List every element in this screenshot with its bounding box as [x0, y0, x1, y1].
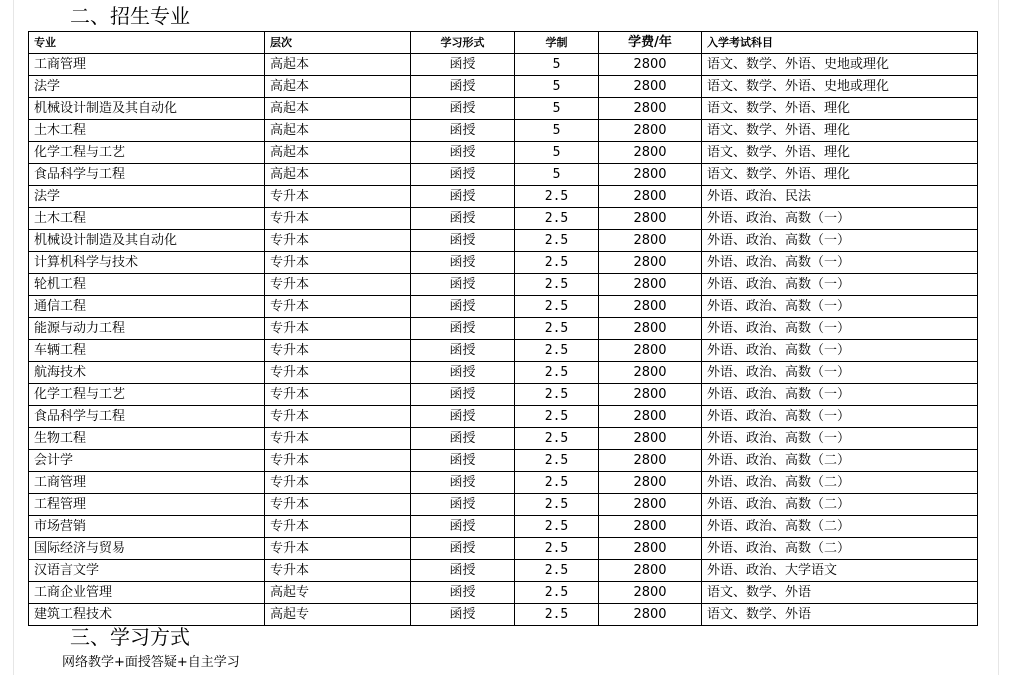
cell-level: 专升本 [265, 406, 411, 428]
cell-years: 2.5 [515, 384, 599, 406]
cell-fee: 2800 [599, 274, 702, 296]
cell-level: 专升本 [265, 274, 411, 296]
cell-form: 函授 [411, 516, 515, 538]
cell-level: 专升本 [265, 560, 411, 582]
cell-years: 2.5 [515, 582, 599, 604]
cell-fee: 2800 [599, 230, 702, 252]
cell-level: 专升本 [265, 538, 411, 560]
cell-major: 食品科学与工程 [29, 164, 265, 186]
header-fee: 学费/年 [599, 32, 702, 54]
cell-major: 工程管理 [29, 494, 265, 516]
cell-major: 化学工程与工艺 [29, 384, 265, 406]
cell-exam: 语文、数学、外语 [702, 582, 978, 604]
cell-exam: 语文、数学、外语、理化 [702, 98, 978, 120]
cell-major: 计算机科学与技术 [29, 252, 265, 274]
cell-exam: 外语、政治、高数（一） [702, 208, 978, 230]
cell-fee: 2800 [599, 384, 702, 406]
cell-exam: 外语、政治、高数（一） [702, 362, 978, 384]
cell-level: 专升本 [265, 384, 411, 406]
table-row [29, 406, 978, 428]
cell-form: 函授 [411, 560, 515, 582]
cell-major: 法学 [29, 76, 265, 98]
cell-major: 土木工程 [29, 208, 265, 230]
cell-fee: 2800 [599, 142, 702, 164]
cell-fee: 2800 [599, 472, 702, 494]
header-major: 专业 [29, 32, 265, 54]
table-row [29, 208, 978, 230]
cell-form: 函授 [411, 120, 515, 142]
cell-years: 2.5 [515, 516, 599, 538]
cell-years: 2.5 [515, 362, 599, 384]
cell-major: 化学工程与工艺 [29, 142, 265, 164]
cell-years: 2.5 [515, 494, 599, 516]
cell-years: 2.5 [515, 428, 599, 450]
cell-form: 函授 [411, 428, 515, 450]
table-row [29, 186, 978, 208]
cell-level: 专升本 [265, 318, 411, 340]
cell-major: 机械设计制造及其自动化 [29, 230, 265, 252]
cell-years: 2.5 [515, 406, 599, 428]
cell-major: 车辆工程 [29, 340, 265, 362]
cell-form: 函授 [411, 296, 515, 318]
cell-exam: 语文、数学、外语、理化 [702, 164, 978, 186]
cell-years: 5 [515, 164, 599, 186]
cell-fee: 2800 [599, 252, 702, 274]
cell-level: 高起专 [265, 582, 411, 604]
cell-level: 专升本 [265, 230, 411, 252]
table-header-row [29, 32, 978, 54]
cell-major: 工商企业管理 [29, 582, 265, 604]
cell-major: 土木工程 [29, 120, 265, 142]
cell-form: 函授 [411, 494, 515, 516]
majors-table [28, 31, 978, 626]
table-row [29, 98, 978, 120]
cell-exam: 语文、数学、外语 [702, 604, 978, 626]
cell-level: 专升本 [265, 472, 411, 494]
cell-exam: 语文、数学、外语、史地或理化 [702, 76, 978, 98]
cell-years: 2.5 [515, 318, 599, 340]
cell-exam: 外语、政治、高数（一） [702, 252, 978, 274]
header-form: 学习形式 [411, 32, 515, 54]
cell-level: 专升本 [265, 494, 411, 516]
cell-exam: 外语、政治、高数（二） [702, 538, 978, 560]
table-row [29, 494, 978, 516]
cell-form: 函授 [411, 98, 515, 120]
cell-form: 函授 [411, 538, 515, 560]
cell-form: 函授 [411, 76, 515, 98]
cell-fee: 2800 [599, 318, 702, 340]
cell-level: 专升本 [265, 428, 411, 450]
cell-fee: 2800 [599, 54, 702, 76]
cell-major: 国际经济与贸易 [29, 538, 265, 560]
cell-major: 建筑工程技术 [29, 604, 265, 626]
cell-fee: 2800 [599, 560, 702, 582]
table-row [29, 274, 978, 296]
cell-form: 函授 [411, 230, 515, 252]
cell-exam: 外语、政治、高数（二） [702, 472, 978, 494]
cell-exam: 语文、数学、外语、理化 [702, 120, 978, 142]
cell-years: 5 [515, 142, 599, 164]
cell-exam: 外语、政治、高数（一） [702, 274, 978, 296]
cell-years: 5 [515, 54, 599, 76]
table-row [29, 340, 978, 362]
table-row [29, 318, 978, 340]
cell-exam: 外语、政治、高数（二） [702, 494, 978, 516]
cell-fee: 2800 [599, 208, 702, 230]
cell-major: 食品科学与工程 [29, 406, 265, 428]
header-exam: 入学考试科目 [702, 32, 978, 54]
cell-years: 2.5 [515, 560, 599, 582]
cell-level: 高起本 [265, 142, 411, 164]
cell-exam: 外语、政治、高数（一） [702, 296, 978, 318]
cell-fee: 2800 [599, 340, 702, 362]
cell-fee: 2800 [599, 362, 702, 384]
cell-fee: 2800 [599, 494, 702, 516]
cell-level: 高起本 [265, 164, 411, 186]
cell-years: 2.5 [515, 230, 599, 252]
cell-fee: 2800 [599, 538, 702, 560]
cell-form: 函授 [411, 406, 515, 428]
cell-level: 高起本 [265, 120, 411, 142]
cell-fee: 2800 [599, 186, 702, 208]
cell-fee: 2800 [599, 76, 702, 98]
cell-form: 函授 [411, 582, 515, 604]
cell-level: 高起本 [265, 54, 411, 76]
cell-form: 函授 [411, 186, 515, 208]
table-body [29, 54, 978, 626]
cell-major: 会计学 [29, 450, 265, 472]
cell-years: 2.5 [515, 252, 599, 274]
table-row [29, 604, 978, 626]
cell-fee: 2800 [599, 604, 702, 626]
cell-exam: 外语、政治、高数（一） [702, 406, 978, 428]
table-row [29, 538, 978, 560]
cell-exam: 外语、政治、高数（一） [702, 340, 978, 362]
cell-major: 工商管理 [29, 54, 265, 76]
table-row [29, 120, 978, 142]
method-text: 网络教学+面授答疑+自主学习 [62, 655, 240, 670]
table-row [29, 76, 978, 98]
cell-exam: 语文、数学、外语、史地或理化 [702, 54, 978, 76]
cell-years: 2.5 [515, 472, 599, 494]
majors-section-heading: 二、招生专业 [70, 4, 190, 28]
table-row [29, 560, 978, 582]
cell-years: 2.5 [515, 296, 599, 318]
cell-level: 专升本 [265, 516, 411, 538]
cell-major: 法学 [29, 186, 265, 208]
table-row [29, 252, 978, 274]
table-row [29, 428, 978, 450]
cell-major: 机械设计制造及其自动化 [29, 98, 265, 120]
table-row [29, 362, 978, 384]
cell-fee: 2800 [599, 406, 702, 428]
cell-exam: 语文、数学、外语、理化 [702, 142, 978, 164]
cell-exam: 外语、政治、民法 [702, 186, 978, 208]
cell-years: 5 [515, 98, 599, 120]
cell-years: 5 [515, 76, 599, 98]
table-row [29, 582, 978, 604]
cell-form: 函授 [411, 54, 515, 76]
cell-form: 函授 [411, 340, 515, 362]
cell-form: 函授 [411, 450, 515, 472]
cell-years: 2.5 [515, 274, 599, 296]
table-row [29, 296, 978, 318]
cell-fee: 2800 [599, 450, 702, 472]
cell-years: 2.5 [515, 604, 599, 626]
cell-form: 函授 [411, 164, 515, 186]
cell-exam: 外语、政治、高数（二） [702, 450, 978, 472]
table-row [29, 142, 978, 164]
cell-years: 2.5 [515, 208, 599, 230]
cell-exam: 外语、政治、高数（一） [702, 318, 978, 340]
cell-level: 专升本 [265, 186, 411, 208]
cell-exam: 外语、政治、高数（一） [702, 428, 978, 450]
cell-level: 专升本 [265, 208, 411, 230]
cell-years: 2.5 [515, 450, 599, 472]
cell-years: 2.5 [515, 538, 599, 560]
cell-level: 专升本 [265, 450, 411, 472]
cell-major: 市场营销 [29, 516, 265, 538]
cell-exam: 外语、政治、高数（一） [702, 230, 978, 252]
cell-level: 高起专 [265, 604, 411, 626]
table-row [29, 164, 978, 186]
cell-major: 生物工程 [29, 428, 265, 450]
header-years: 学制 [515, 32, 599, 54]
cell-level: 专升本 [265, 296, 411, 318]
cell-form: 函授 [411, 142, 515, 164]
cell-fee: 2800 [599, 582, 702, 604]
header-level: 层次 [265, 32, 411, 54]
table-row [29, 472, 978, 494]
cell-major: 通信工程 [29, 296, 265, 318]
cell-exam: 外语、政治、高数（一） [702, 384, 978, 406]
cell-major: 轮机工程 [29, 274, 265, 296]
cell-fee: 2800 [599, 428, 702, 450]
cell-level: 专升本 [265, 252, 411, 274]
cell-fee: 2800 [599, 296, 702, 318]
method-section-heading: 三、学习方式 [70, 625, 190, 649]
cell-major: 能源与动力工程 [29, 318, 265, 340]
cell-major: 航海技术 [29, 362, 265, 384]
cell-level: 高起本 [265, 76, 411, 98]
cell-form: 函授 [411, 274, 515, 296]
cell-fee: 2800 [599, 98, 702, 120]
cell-form: 函授 [411, 384, 515, 406]
cell-exam: 外语、政治、高数（二） [702, 516, 978, 538]
cell-fee: 2800 [599, 164, 702, 186]
cell-years: 5 [515, 120, 599, 142]
table-row [29, 384, 978, 406]
cell-form: 函授 [411, 604, 515, 626]
cell-level: 专升本 [265, 340, 411, 362]
cell-major: 工商管理 [29, 472, 265, 494]
table-row [29, 54, 978, 76]
cell-form: 函授 [411, 318, 515, 340]
cell-form: 函授 [411, 208, 515, 230]
cell-form: 函授 [411, 362, 515, 384]
table-row [29, 230, 978, 252]
cell-major: 汉语言文学 [29, 560, 265, 582]
table-row [29, 450, 978, 472]
cell-fee: 2800 [599, 516, 702, 538]
cell-exam: 外语、政治、大学语文 [702, 560, 978, 582]
cell-level: 专升本 [265, 362, 411, 384]
cell-form: 函授 [411, 252, 515, 274]
cell-form: 函授 [411, 472, 515, 494]
cell-fee: 2800 [599, 120, 702, 142]
table-row [29, 516, 978, 538]
cell-level: 高起本 [265, 98, 411, 120]
cell-years: 2.5 [515, 186, 599, 208]
cell-years: 2.5 [515, 340, 599, 362]
